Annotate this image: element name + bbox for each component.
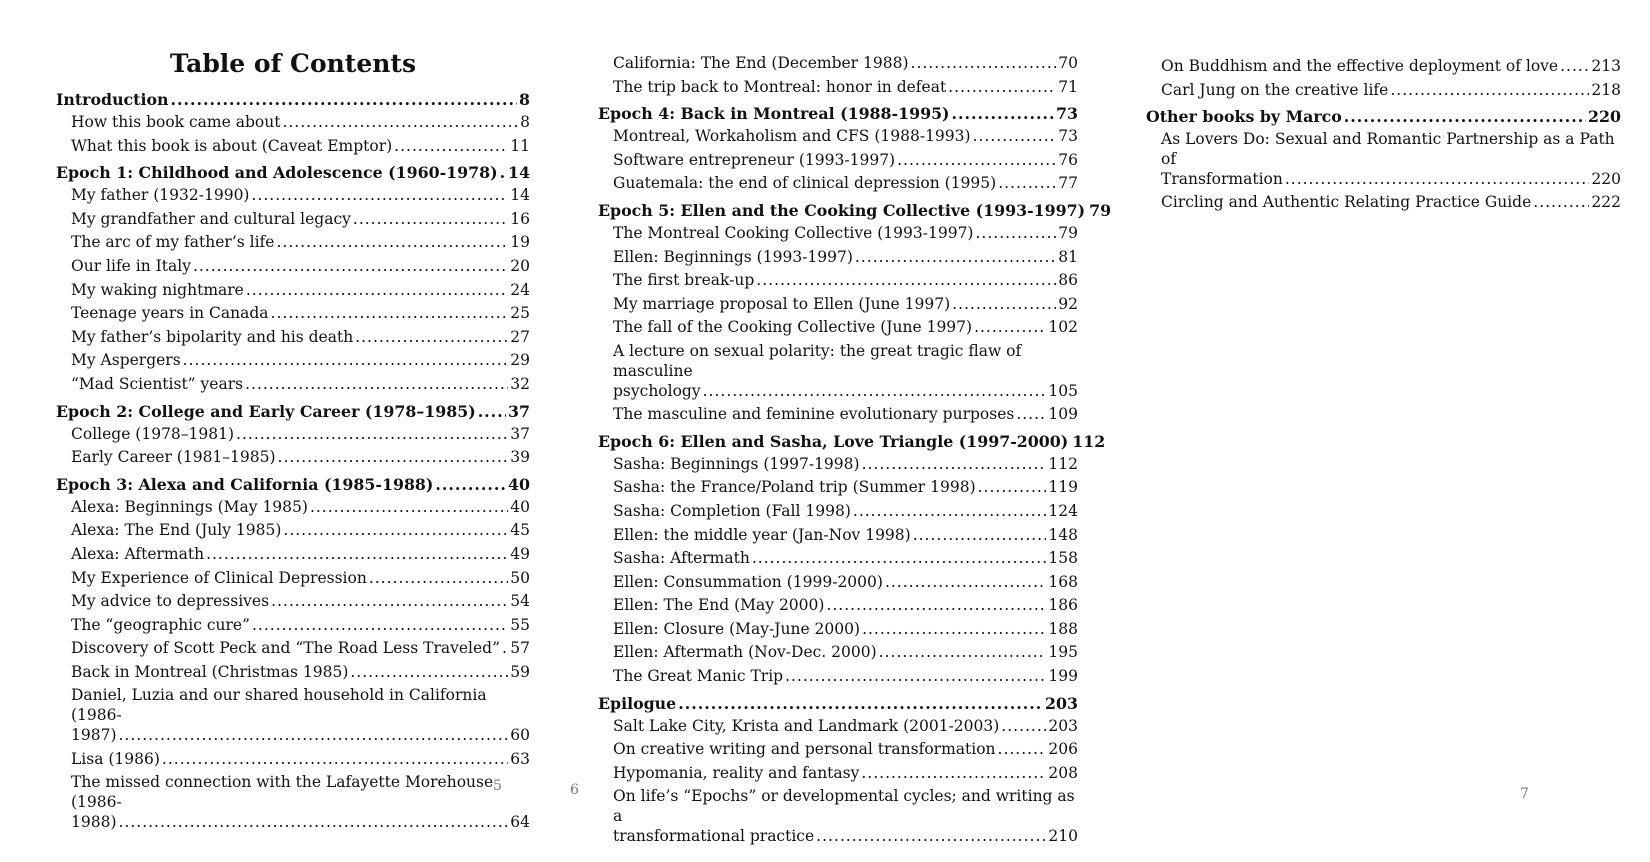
toc-entry-title: Ellen: Closure (May-June 2000): [613, 619, 861, 638]
dot-leader: [183, 351, 509, 371]
toc-page-number: 73: [1056, 104, 1078, 124]
dot-leader: [278, 448, 509, 468]
dot-leader: [785, 667, 1046, 687]
toc-entry-title: Guatemala: the end of clinical depression (1995): [613, 174, 997, 193]
toc-entry[interactable]: [598, 318, 1078, 342]
toc-page-number: 40: [508, 474, 530, 494]
dot-leader: [1390, 81, 1589, 101]
toc-entry[interactable]: [56, 592, 530, 616]
toc-entry-title: Lisa (1986): [71, 749, 160, 768]
toc-page-number: 158: [1048, 549, 1078, 568]
toc-page-number: 54: [510, 592, 530, 611]
toc-page-number: 70: [1058, 54, 1078, 72]
toc-entry-title: Epilogue: [598, 693, 677, 713]
toc-page-number: 210: [1048, 827, 1078, 846]
toc-page-number: 64: [510, 812, 530, 831]
dot-leader: [879, 643, 1047, 663]
dot-leader: [119, 726, 509, 746]
page-number: 7: [1520, 786, 1529, 802]
toc-entry-title: My advice to depressives: [71, 592, 270, 611]
toc-page-number: 71: [1058, 77, 1078, 96]
toc-section-heading[interactable]: [56, 160, 530, 186]
dot-leader: [162, 750, 508, 770]
dot-leader: [394, 137, 508, 157]
dot-leader: [282, 113, 518, 133]
toc-entry[interactable]: [598, 78, 1078, 102]
dot-leader: [1285, 170, 1590, 190]
dot-leader: [948, 78, 1056, 98]
page-6: [550, 0, 1112, 862]
toc-entry[interactable]: [598, 342, 1078, 401]
toc-page-number: 112: [1048, 454, 1078, 473]
toc-page-number: 57: [510, 639, 530, 658]
dot-leader: [897, 151, 1056, 171]
toc-entry-title: The “geographic cure”: [71, 615, 250, 634]
toc-section-heading[interactable]: [56, 87, 530, 113]
page-title: Table of Contents: [169, 49, 417, 78]
dot-leader: [853, 502, 1047, 522]
toc-entry[interactable]: [598, 667, 1078, 691]
toc-entry-title-cont: 1987): [71, 726, 117, 745]
toc-page-number: 102: [1048, 318, 1078, 337]
page-7: [1105, 0, 1650, 862]
toc-page-number: 206: [1048, 740, 1078, 759]
toc-entry-title: Alexa: The End (July 1985): [71, 521, 282, 540]
toc-entry[interactable]: [56, 750, 530, 774]
dot-leader: [998, 740, 1047, 760]
toc-page-number: 73: [1058, 127, 1078, 146]
toc-entry-title: How this book came about: [71, 113, 281, 131]
dot-leader: [752, 549, 1047, 569]
dot-leader: [913, 526, 1047, 546]
toc-entry[interactable]: [1146, 57, 1621, 81]
dot-leader: [502, 639, 508, 659]
toc-section-heading[interactable]: [56, 472, 530, 498]
dot-leader: [500, 160, 506, 186]
toc-entry[interactable]: [598, 174, 1078, 198]
toc-entry[interactable]: [56, 257, 530, 281]
dot-leader: [975, 224, 1056, 244]
dot-leader: [435, 472, 506, 498]
toc-entry-title: Carl Jung on the creative life: [1161, 80, 1389, 99]
toc-page-number: 19: [510, 233, 530, 252]
toc-entry[interactable]: [598, 455, 1078, 479]
toc-page-number: 55: [510, 615, 530, 634]
toc-entry-title: The Great Manic Trip: [613, 667, 784, 686]
toc-entry[interactable]: [56, 639, 530, 663]
toc-entries: [598, 54, 1112, 847]
toc-entry[interactable]: [598, 295, 1078, 319]
toc-page-number: 186: [1048, 596, 1078, 615]
toc-entry-title: Epoch 4: Back in Montreal (1988-1995): [598, 104, 950, 124]
toc-entry[interactable]: [56, 113, 530, 137]
toc-page-number: 27: [510, 327, 530, 346]
toc-entry[interactable]: [56, 686, 530, 745]
dot-leader: [998, 174, 1056, 194]
toc-entry[interactable]: [598, 764, 1078, 788]
toc-entry-title: “Mad Scientist” years: [71, 374, 244, 393]
dot-leader: [236, 425, 508, 445]
dot-leader: [251, 186, 508, 206]
toc-entry-title: My Experience of Clinical Depression: [71, 568, 367, 587]
toc-entry-title: College (1978–1981): [71, 424, 235, 443]
toc-entry-title: Ellen: Aftermath (Nov-Dec. 2000): [613, 643, 877, 662]
dot-leader: [861, 764, 1046, 784]
toc-page-number: 109: [1048, 405, 1078, 424]
toc-entry[interactable]: [56, 281, 530, 305]
toc-entry-title: On life’s “Epochs” or developmental cycles; and writing as a: [613, 787, 1075, 826]
toc-page-number: 8: [519, 90, 530, 109]
toc-page-number: 14: [510, 186, 530, 205]
dot-leader: [271, 592, 508, 612]
dot-leader: [978, 478, 1047, 498]
dot-leader: [1344, 104, 1586, 130]
dot-leader: [245, 375, 508, 395]
dot-leader: [283, 521, 508, 541]
dot-leader: [369, 569, 508, 589]
toc-entry-title: Our life in Italy: [71, 256, 191, 275]
toc-entry-title: Montreal, Workaholism and CFS (1988-1993): [613, 127, 971, 146]
toc-entry-title: Epoch 3: Alexa and California (1985-1988): [56, 474, 434, 494]
toc-entry[interactable]: [56, 545, 530, 569]
dot-leader: [973, 127, 1057, 147]
toc-entry[interactable]: [56, 233, 530, 257]
toc-entry-title: Ellen: the middle year (Jan-Nov 1998): [613, 525, 911, 544]
dot-leader: [246, 281, 508, 301]
dot-leader: [355, 328, 508, 348]
toc-entry-title: Ellen: The End (May 2000): [613, 596, 825, 615]
toc-entry[interactable]: [598, 717, 1078, 741]
dot-leader: [911, 54, 1057, 74]
toc-entries: [56, 87, 530, 833]
dot-leader: [171, 87, 518, 113]
toc-entry[interactable]: [56, 448, 530, 472]
toc-entry-title: Sasha: Beginnings (1997-1998): [613, 454, 860, 473]
dot-leader: [353, 210, 508, 230]
toc-entry[interactable]: [56, 137, 530, 161]
toc-entry[interactable]: [598, 596, 1078, 620]
dot-leader: [1001, 717, 1046, 737]
toc-entry-title: Introduction: [56, 90, 169, 109]
toc-entry-title-cont: Transformation: [1161, 169, 1283, 188]
page-number: 5: [493, 778, 502, 794]
toc-page-number: 77: [1058, 174, 1078, 193]
toc-entry[interactable]: [56, 304, 530, 328]
toc-column-3: [1146, 57, 1621, 217]
page-5: [0, 0, 550, 862]
toc-page-number: 81: [1058, 247, 1078, 266]
toc-page-number: 105: [1048, 381, 1078, 400]
toc-entry[interactable]: [1146, 81, 1621, 105]
toc-entry[interactable]: [598, 224, 1078, 248]
toc-entry-title: Epoch 6: Ellen and Sasha, Love Triangle (1997-2000): [598, 431, 1069, 451]
toc-page-number: 11: [510, 136, 530, 155]
toc-page-number: 148: [1048, 525, 1078, 544]
toc-entry-title: Epoch 2: College and Early Career (1978–1985): [56, 401, 476, 421]
toc-entry-title: Back in Montreal (Christmas 1985): [71, 662, 349, 681]
toc-entry-title: Circling and Authentic Relating Practice Guide: [1161, 193, 1532, 212]
toc-page-number: 218: [1591, 80, 1621, 99]
toc-entry[interactable]: [598, 478, 1078, 502]
dot-leader: [816, 827, 1046, 847]
toc-entry[interactable]: [56, 569, 530, 593]
toc-entry-title: My Aspergers: [71, 351, 181, 370]
toc-entry-title: My waking nightmare: [71, 280, 244, 299]
toc-entry[interactable]: [56, 773, 530, 832]
toc-entry[interactable]: [56, 210, 530, 234]
toc-page-number: 124: [1048, 501, 1078, 520]
toc-entry-title: A lecture on sexual polarity: the great tragic flaw of masculine: [613, 341, 1022, 380]
toc-entry[interactable]: [1146, 193, 1621, 217]
toc-page-number: 112: [1072, 431, 1106, 451]
toc-page-number: 208: [1048, 763, 1078, 782]
toc-page-number: 168: [1048, 572, 1078, 591]
toc-page-number: 25: [510, 304, 530, 323]
toc-page-number: 45: [510, 521, 530, 540]
toc-column-1: [56, 44, 530, 836]
toc-entry-title: My grandfather and cultural legacy: [71, 209, 351, 228]
toc-page-number: 92: [1058, 294, 1078, 313]
toc-section-heading[interactable]: [1146, 104, 1621, 130]
toc-entry-title: On creative writing and personal transformation: [613, 740, 996, 759]
dot-leader: [1533, 193, 1589, 213]
dot-leader: [974, 318, 1046, 338]
dot-leader: [756, 271, 1056, 291]
toc-entry-title-cont: 1988): [71, 812, 117, 831]
toc-entry-title: Sasha: the France/Poland trip (Summer 1998): [613, 478, 976, 497]
toc-entry[interactable]: [598, 549, 1078, 573]
toc-entry-title-cont: psychology: [613, 381, 701, 400]
toc-entry-title: The arc of my father’s life: [71, 233, 275, 252]
toc-entry-continuation: [1161, 170, 1621, 190]
dot-leader: [885, 573, 1046, 593]
toc-page-number: 16: [510, 209, 530, 228]
toc-entry[interactable]: [56, 498, 530, 522]
toc-entry[interactable]: [598, 248, 1078, 272]
toc-entry-title: The first break-up: [613, 271, 755, 290]
toc-entry[interactable]: [56, 616, 530, 640]
toc-column-2: [598, 54, 1112, 851]
toc-page-number: 220: [1591, 169, 1621, 188]
toc-section-heading[interactable]: [598, 691, 1078, 717]
toc-entry-title: The trip back to Montreal: honor in defeat: [613, 77, 947, 96]
toc-entry-continuation: [71, 726, 530, 746]
toc-entry-title: The missed connection with the Lafayette Morehouse (1986-: [71, 773, 494, 812]
page-number: 6: [570, 782, 579, 798]
toc-entry[interactable]: [598, 271, 1078, 295]
dot-leader: [1016, 405, 1046, 425]
toc-entry-continuation: [613, 382, 1078, 402]
toc-page-number: 199: [1048, 667, 1078, 686]
dot-leader: [193, 257, 508, 277]
toc-page-number: 24: [510, 280, 530, 299]
toc-entry[interactable]: [598, 620, 1078, 644]
dot-leader: [206, 545, 508, 565]
toc-section-heading[interactable]: [598, 429, 1106, 455]
toc-entry-title: Hypomania, reality and fantasy: [613, 763, 860, 782]
toc-entry-continuation: [71, 813, 530, 833]
toc-entry[interactable]: [56, 425, 530, 449]
dot-leader: [119, 813, 509, 833]
toc-entry-title: Alexa: Aftermath: [71, 544, 205, 563]
toc-entry-title: Other books by Marco: [1146, 107, 1342, 127]
toc-page-number: 86: [1058, 271, 1078, 290]
dot-leader: [952, 295, 1056, 315]
toc-entry[interactable]: [598, 787, 1078, 846]
toc-entry-title: My father’s bipolarity and his death: [71, 327, 354, 346]
dot-leader: [1560, 57, 1589, 77]
toc-page-number: 32: [510, 374, 530, 393]
dot-leader: [678, 691, 1043, 717]
toc-entry[interactable]: [56, 328, 530, 352]
toc-page-number: 195: [1048, 643, 1078, 662]
toc-entry[interactable]: [56, 186, 530, 210]
toc-entry-title: My father (1932-1990): [71, 186, 250, 205]
toc-entry-title: The masculine and feminine evolutionary purposes: [613, 405, 1015, 424]
toc-page-number: 8: [520, 113, 530, 131]
toc-entry-title: Sasha: Completion (Fall 1998): [613, 501, 851, 520]
toc-entry-title: Epoch 5: Ellen and the Cooking Collective (1993-1997): [598, 200, 1086, 220]
toc-page-number: 37: [508, 401, 530, 421]
toc-entry-title: Teenage years in Canada: [71, 304, 269, 323]
toc-entry[interactable]: [56, 351, 530, 375]
toc-entry[interactable]: [598, 740, 1078, 764]
toc-entry[interactable]: [598, 405, 1078, 429]
toc-entry[interactable]: [598, 502, 1078, 526]
toc-entry[interactable]: [1146, 130, 1621, 189]
toc-entry-title-cont: transformational practice: [613, 827, 815, 846]
toc-page-number: 119: [1048, 478, 1078, 497]
toc-page-number: 63: [510, 749, 530, 768]
dot-leader: [310, 498, 508, 518]
toc-entry[interactable]: [56, 521, 530, 545]
toc-page-number: 79: [1058, 223, 1078, 242]
toc-entry-title: What this book is about (Caveat Emptor): [71, 136, 393, 155]
toc-page-number: 49: [510, 544, 530, 563]
toc-entry[interactable]: [598, 127, 1078, 151]
toc-page-number: 50: [510, 568, 530, 587]
toc-page-number: 20: [510, 256, 530, 275]
dot-leader: [952, 101, 1054, 127]
toc-entry-title: As Lovers Do: Sexual and Romantic Partnership as a Path of: [1161, 130, 1615, 168]
toc-entry[interactable]: [598, 643, 1078, 667]
toc-entry-title: The Montreal Cooking Collective (1993-1997): [613, 223, 974, 242]
toc-entry-title: On Buddhism and the effective deployment of love: [1161, 57, 1559, 75]
dot-leader: [271, 304, 509, 324]
toc-page-number: 203: [1045, 693, 1078, 713]
toc-page-number: 40: [510, 497, 530, 516]
toc-page-number: 76: [1058, 150, 1078, 169]
toc-page-number: 39: [510, 448, 530, 467]
dot-leader: [862, 455, 1047, 475]
toc-entry[interactable]: [56, 375, 530, 399]
toc-entry-title: The fall of the Cooking Collective (June 1997): [613, 318, 973, 337]
toc-entry-title: Sasha: Aftermath: [613, 549, 750, 568]
toc-entry[interactable]: [598, 54, 1078, 78]
toc-entry[interactable]: [56, 663, 530, 687]
toc-page-number: 79: [1089, 200, 1112, 220]
toc-entry[interactable]: [598, 573, 1078, 597]
toc-page-number: 203: [1048, 716, 1078, 735]
toc-page-number: 37: [510, 424, 530, 443]
toc-page-number: 188: [1048, 619, 1078, 638]
toc-section-heading[interactable]: [56, 399, 530, 425]
toc-page-number: 220: [1588, 107, 1621, 127]
toc-page-number: 29: [510, 351, 530, 370]
toc-section-heading[interactable]: [598, 101, 1078, 127]
dot-leader: [855, 248, 1056, 268]
toc-entry-title: California: The End (December 1988): [613, 54, 909, 72]
toc-entry[interactable]: [598, 526, 1078, 550]
toc-entry-title: Ellen: Beginnings (1993-1997): [613, 247, 853, 266]
toc-page-number: 60: [510, 726, 530, 745]
dot-leader: [276, 233, 508, 253]
toc-entry-title: My marriage proposal to Ellen (June 1997): [613, 294, 951, 313]
toc-entry-title: Salt Lake City, Krista and Landmark (2001-2003): [613, 716, 1000, 735]
toc-entry-continuation: [613, 827, 1078, 847]
toc-section-heading[interactable]: [598, 198, 1112, 224]
toc-entry-title: Epoch 1: Childhood and Adolescence (1960-1978): [56, 163, 498, 183]
dot-leader: [350, 663, 508, 683]
dot-leader: [826, 596, 1046, 616]
toc-page-number: 14: [508, 163, 530, 183]
toc-page-number: 59: [510, 662, 530, 681]
toc-entry-title: Early Career (1981–1985): [71, 448, 276, 467]
dot-leader: [252, 616, 508, 636]
toc-entries: [1146, 57, 1621, 217]
dot-leader: [478, 399, 506, 425]
toc-entry-title: Daniel, Luzia and our shared household in California (1986-: [71, 686, 487, 725]
toc-page-number: 213: [1591, 57, 1621, 75]
toc-page-number: 222: [1591, 193, 1621, 212]
toc-entry-title: Alexa: Beginnings (May 1985): [71, 497, 308, 516]
dot-leader: [862, 620, 1046, 640]
toc-entry-title: Discovery of Scott Peck and “The Road Less Traveled”: [71, 639, 500, 658]
toc-entry-title: Software entrepreneur (1993-1997): [613, 150, 896, 169]
toc-entry-title: Ellen: Consummation (1999-2000): [613, 572, 883, 591]
toc-entry[interactable]: [598, 151, 1078, 175]
dot-leader: [703, 382, 1047, 402]
